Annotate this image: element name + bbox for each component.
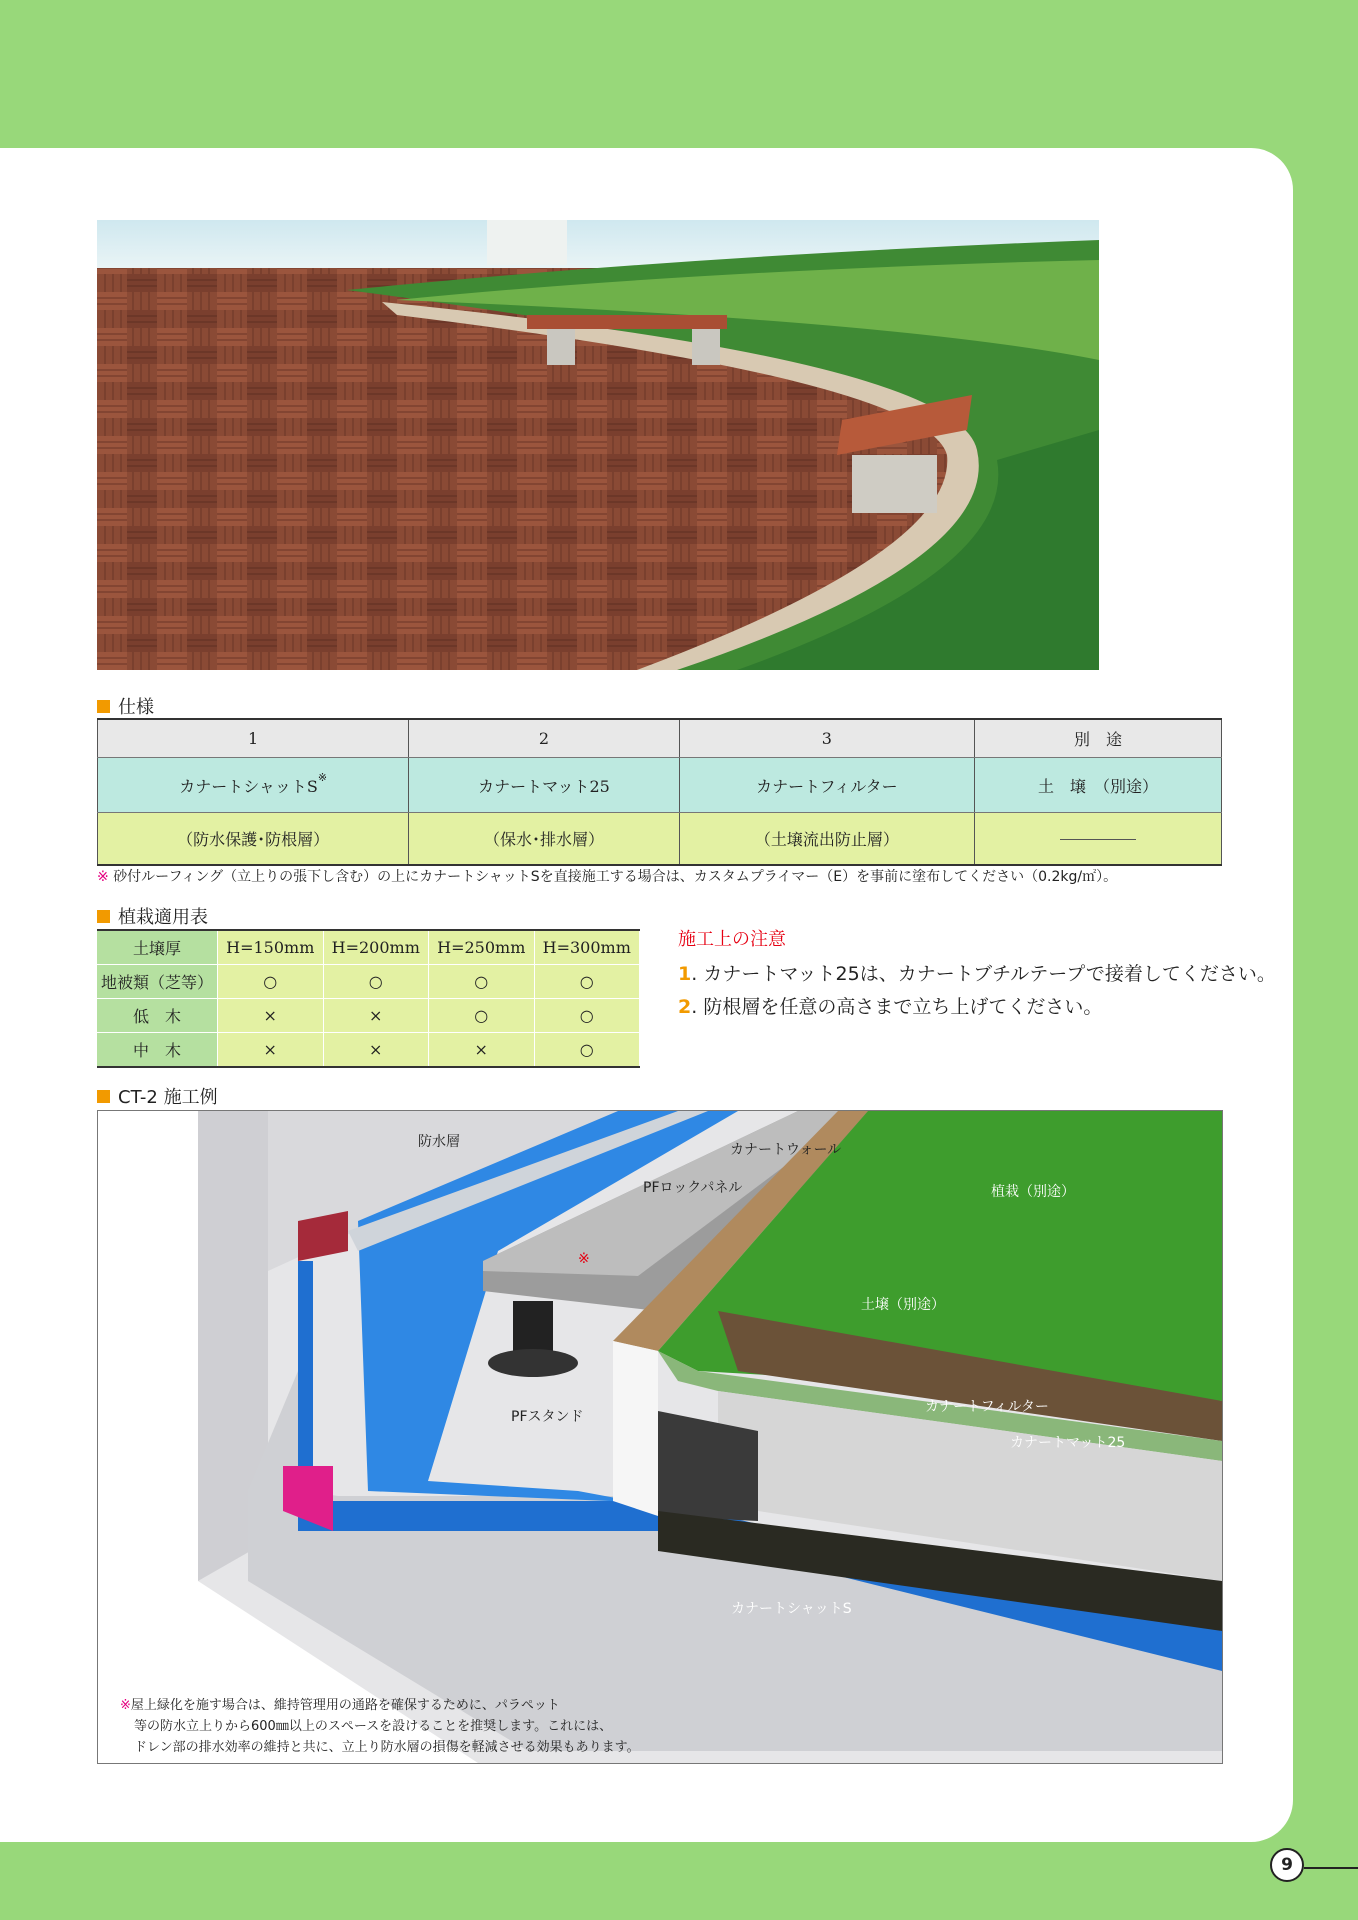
spec-header-2: 2 (409, 719, 680, 758)
spec-product-4: 土 壌 （別途） (974, 758, 1221, 813)
planting-table (97, 929, 640, 1068)
label-canart-mat: カナートマット25 (1010, 1435, 1126, 1451)
construction-diagram (97, 1110, 1223, 1764)
label-canart-wall: カナートウォール (730, 1142, 842, 1158)
spec-product-1: カナートシャットS※ (98, 758, 409, 813)
planting-col-4: H=300mm (534, 930, 640, 965)
spec-role-3: （土壌流出防止層） (679, 813, 974, 866)
planting-heading: 植栽適用表 (97, 903, 208, 929)
heading-square-icon (97, 1090, 110, 1103)
heading-square-icon (97, 910, 110, 923)
caution-item-2: 2. 防根層を任意の高さまで立ち上げてください。 (678, 996, 1103, 1018)
diagram-heading: CT-2 施工例 (97, 1083, 218, 1109)
label-mark: ※ (578, 1251, 590, 1267)
label-planting: 植栽（別途） (991, 1184, 1075, 1200)
label-canart-filter: カナートフィルター (925, 1399, 1049, 1415)
caution-title: 施工上の注意 (678, 929, 786, 950)
spec-role-1: （防水保護･防根層） (98, 813, 409, 866)
label-waterproof-layer: 防水層 (418, 1134, 460, 1150)
page-number: 9 (1270, 1848, 1304, 1882)
table-row: 中 木 × × × ○ (97, 1033, 640, 1068)
spec-header-1: 1 (98, 719, 409, 758)
spec-header-3: 3 (679, 719, 974, 758)
spec-heading: 仕様 (97, 693, 154, 719)
planting-col-1: H=150mm (218, 930, 324, 965)
label-soil: 土壌（別途） (861, 1297, 945, 1313)
spec-header-4: 別 途 (974, 719, 1221, 758)
spec-product-3: カナートフィルター (679, 758, 974, 813)
spec-role-4 (974, 813, 1221, 866)
spec-product-2: カナートマット25 (409, 758, 680, 813)
label-pf-rock-panel: PFロックパネル (643, 1180, 743, 1196)
planting-col-2: H=200mm (323, 930, 429, 965)
product-note-mark: ※ (317, 771, 328, 785)
dash-line (1060, 839, 1136, 840)
page-number-line (1304, 1867, 1358, 1869)
spec-note: ※ 砂付ルーフィング（立上りの張下し含む）の上にカナートシャットSを直接施工する場合は、カスタムプライマー（E）を事前に塗布してください（0.2kg/㎡）。 (97, 869, 1118, 885)
diagram-note: ※屋上緑化を施す場合は、維持管理用の通路を確保するために、パラペット 等の防水立上りから600㎜以上のスペースを設けることを推奨します。これには、 ドレン部の排水効率の維持と共に、立上り防水層の損傷を軽減させる効果もあります。 (120, 1698, 640, 1755)
planting-col-3: H=250mm (429, 930, 535, 965)
rooftop-garden-photo (97, 220, 1099, 670)
spec-role-2: （保水･排水層） (409, 813, 680, 866)
label-pf-stand: PFスタンド (511, 1409, 584, 1425)
table-row: 低 木 × × ○ ○ (97, 999, 640, 1033)
spec-table (97, 718, 1222, 866)
caution-item-1: 1. カナートマット25は、カナートブチルテープで接着してください。 (678, 963, 1276, 985)
heading-square-icon (97, 700, 110, 713)
table-row: 地被類（芝等） ○ ○ ○ ○ (97, 965, 640, 999)
planting-header-label: 土壌厚 (97, 930, 218, 965)
label-canart-shut: カナートシャットS (731, 1601, 852, 1617)
